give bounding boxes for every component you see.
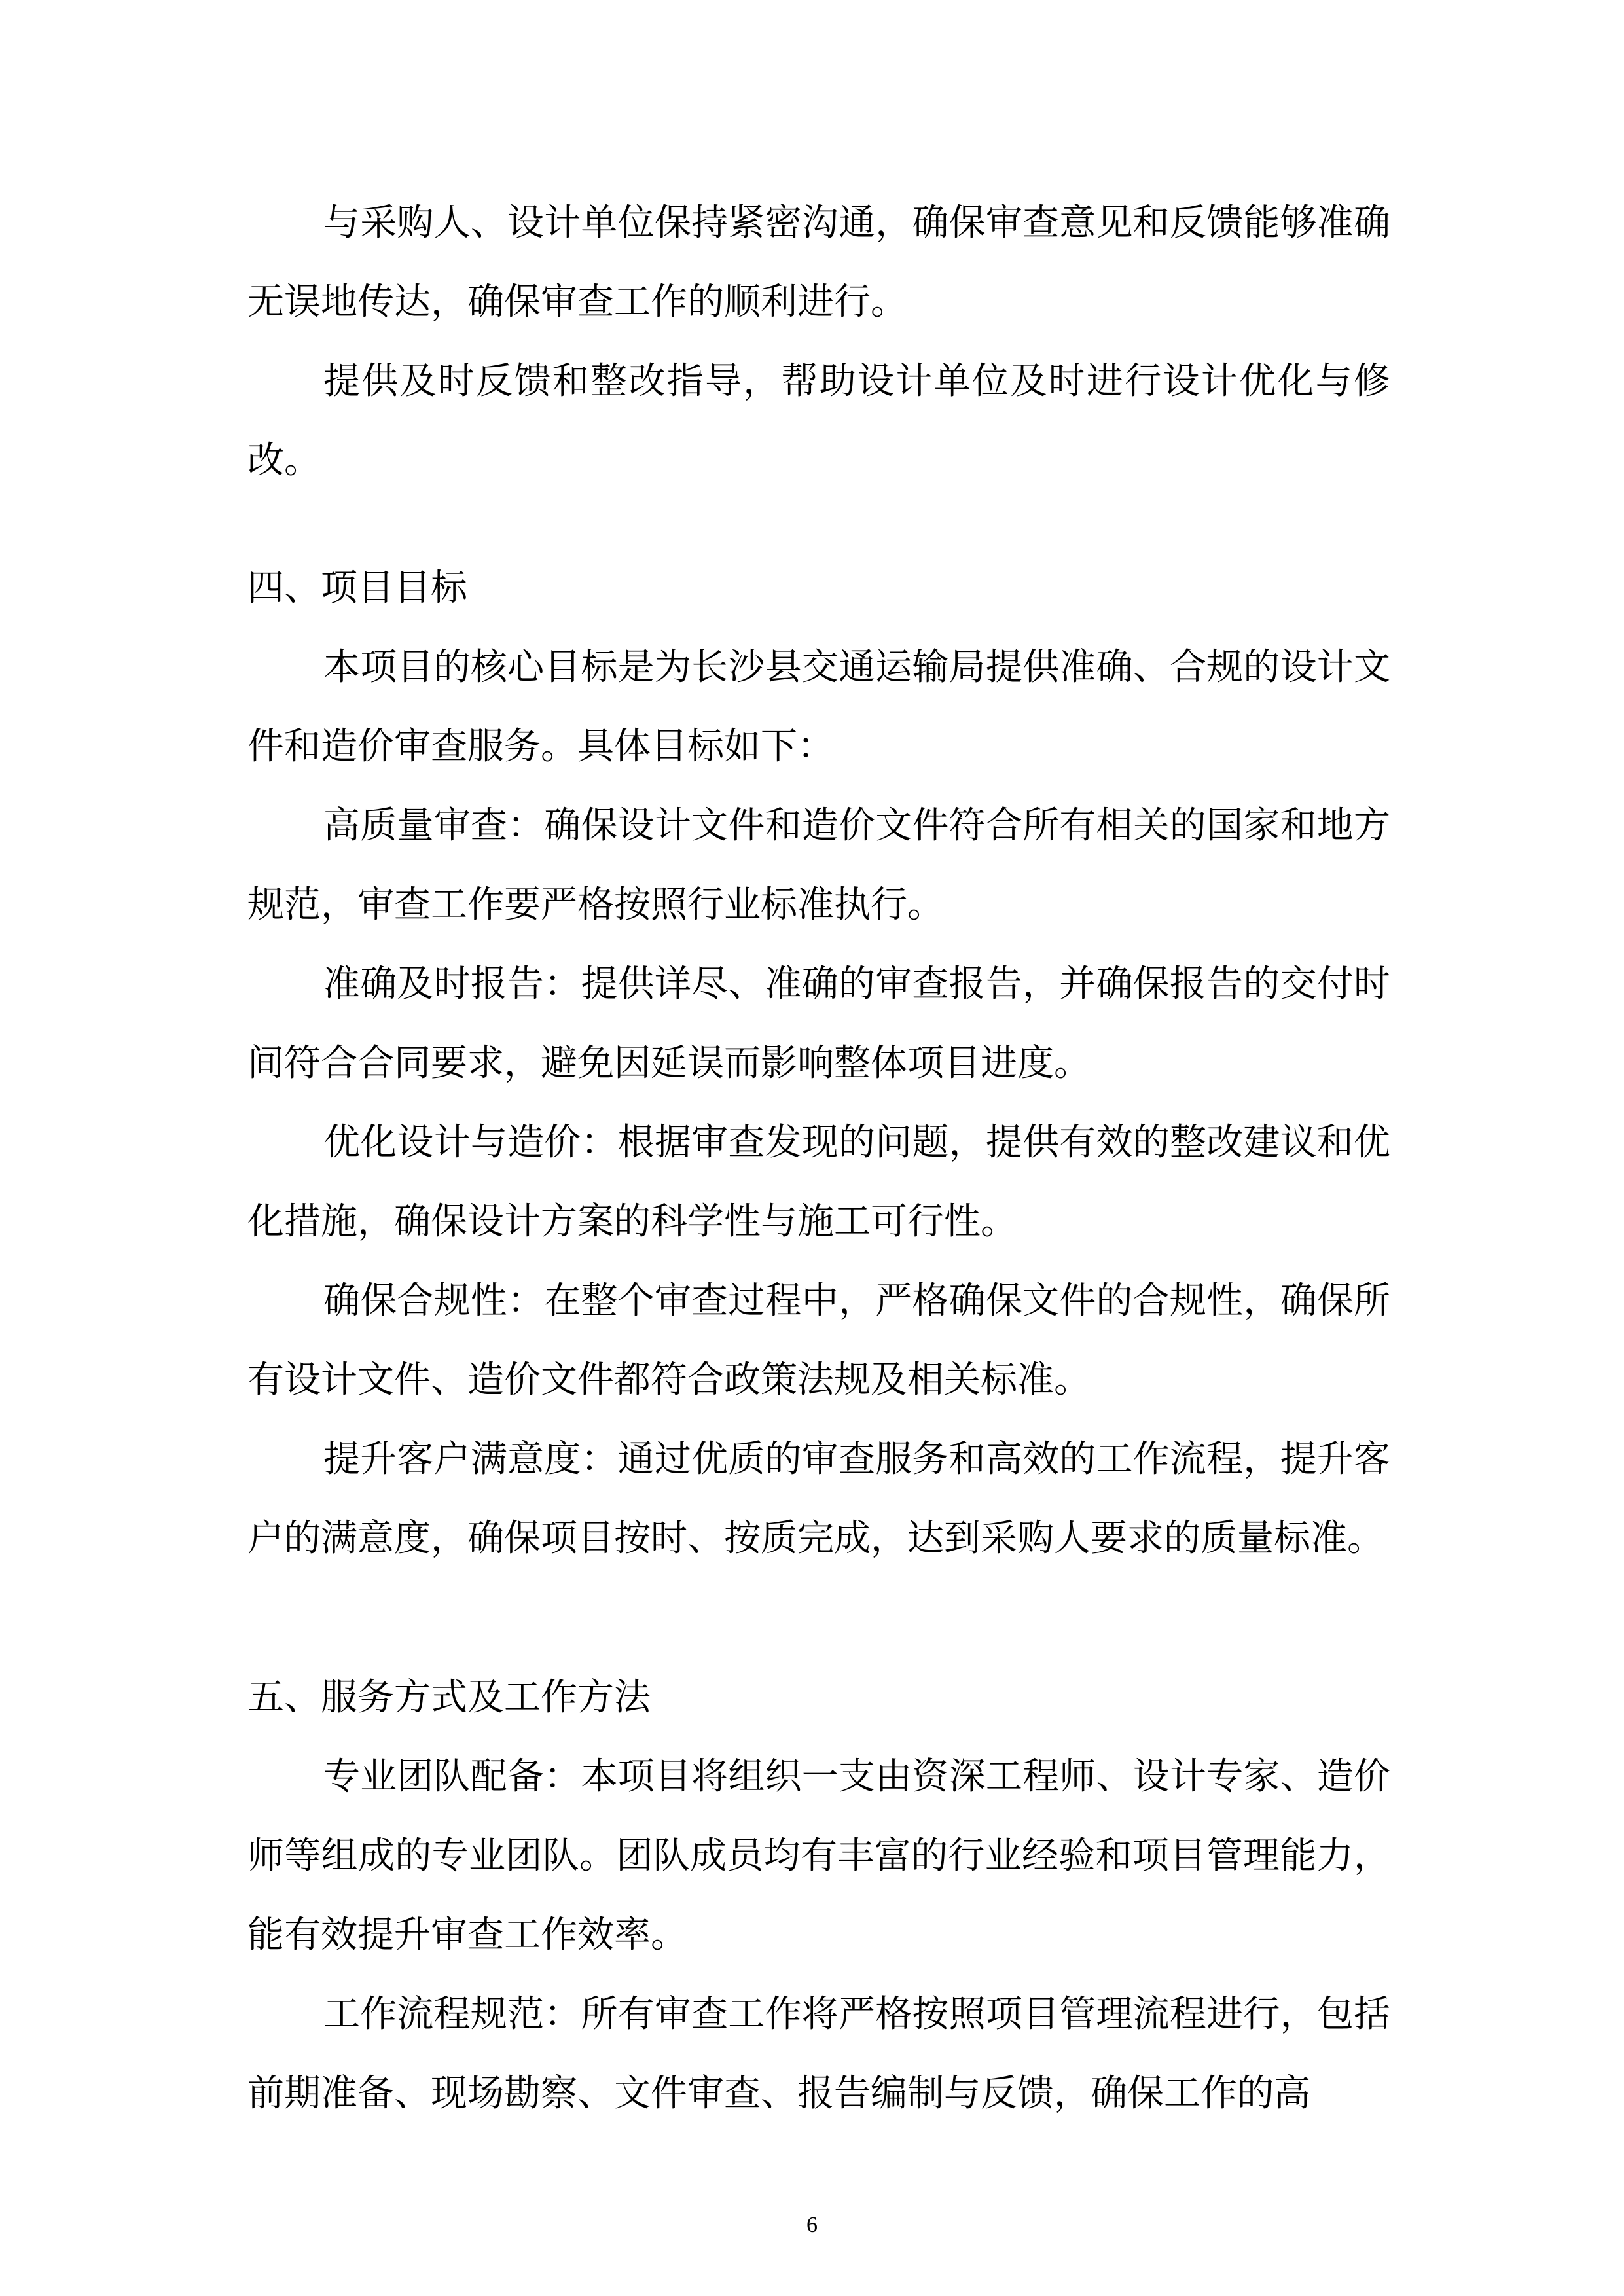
paragraph-workflow: 工作流程规范：所有审查工作将严格按照项目管理流程进行，包括前期准备、现场勘察、文件审查、报告编制与反馈，确保工作的高 [247,1993,1390,2115]
page-number: 6 [806,2213,818,2237]
paragraph-goal-compliance: 确保合规性：在整个审查过程中，严格确保文件的合规性，确保所有设计文件、造价文件都符合政策法规及相关标准。 [247,1280,1390,1401]
paragraph-goals-intro: 本项目的核心目标是为长沙县交通运输局提供准确、合规的设计文件和造价审查服务。具体目标如下： [247,646,1390,768]
paragraph-goal-satisfaction: 提升客户满意度：通过优质的审查服务和高效的工作流程，提升客户的满意度，确保项目按时、按质完成，达到采购人要求的质量标准。 [247,1438,1390,1560]
paragraph-professional-team: 专业团队配备：本项目将组织一支由资深工程师、设计专家、造价师等组成的专业团队。团队成员均有丰富的行业经验和项目管理能力，能有效提升审查工作效率。 [247,1755,1390,1956]
paragraph-goal-optimize-design: 优化设计与造价：根据审查发现的问题，提供有效的整改建议和优化措施，确保设计方案的科学性与施工可行性。 [247,1121,1390,1243]
section-heading-project-goals: 四、项目目标 [247,567,467,609]
paragraph-goal-quality-review: 高质量审查：确保设计文件和造价文件符合所有相关的国家和地方规范，审查工作要严格按照行业标准执行。 [247,804,1390,926]
section-heading-service-methods: 五、服务方式及工作方法 [247,1676,651,1719]
paragraph-goal-timely-report: 准确及时报告：提供详尽、准确的审查报告，并确保报告的交付时间符合合同要求，避免因延误而影响整体项目进度。 [247,963,1390,1085]
paragraph-feedback: 提供及时反馈和整改指导，帮助设计单位及时进行设计优化与修改。 [247,360,1390,482]
paragraph-communication: 与采购人、设计单位保持紧密沟通，确保审查意见和反馈能够准确无误地传达，确保审查工作的顺利进行。 [247,202,1390,323]
